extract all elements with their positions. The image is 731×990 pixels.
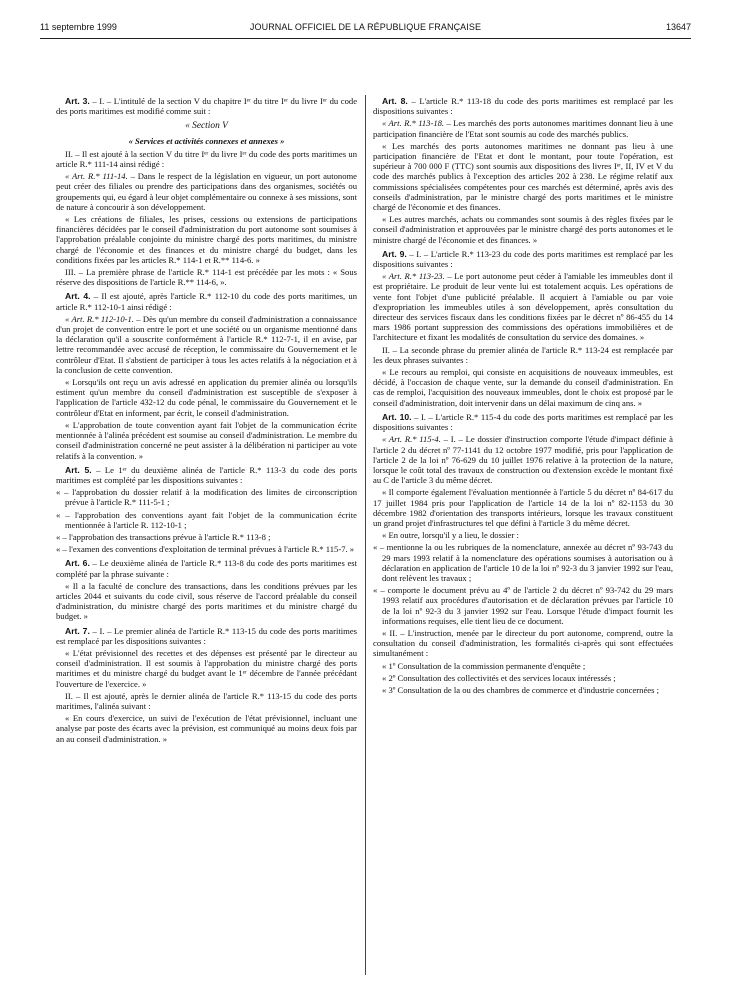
article-body-paragraph [56, 171, 357, 212]
body-paragraph: « Les créations de filiales, les prises, cessions ou extensions de participations financières décidées par le conseil d'administration du port autonome sont soumises à l'approbation préalable conjointe du ministre chargé des ports maritimes, du ministre chargé de l'économie et des finances et du ministre chargé du budget, dans les conditions fixées par les articles R.* 114-1 et R.** 114-6. » [56, 214, 357, 265]
body-paragraph: « L'approbation de toute convention ayant fait l'objet de la communication écrite mentionnée à l'alinéa précédent est soumise au conseil d'administration. Le membre du conseil d'administration concerné ne peut assister à la délibération ni participer au vote relatifs à la convention. » [56, 419, 357, 461]
body-paragraph: « Les marchés des ports autonomes maritimes ne donnant pas lieu à une participation financière de l'Etat et dont le montant, pour toute l'opération, est supérieur à 700 000 F (TTC) sont soumis aux dispositions des livres Iᵉʳ, II, IV et V du code des marchés publics à l'exception des articles 202 à 238. Le régime relatif aux commissions spécialisées compétentes pour ces marchés est déterminé, après avis des conseils d'administration, par le ministre chargé des ports maritimes et le ministre chargé de l'économie et des finances. [373, 140, 673, 213]
article-number: Art. 9. [382, 248, 407, 259]
body-paragraph: II. – Il est ajouté, après le dernier alinéa de l'article R.* 113-15 du code des ports maritimes, l'alinéa suivant : [56, 690, 357, 711]
article-reference: « Art. R.* 113-18. [382, 118, 445, 129]
list-item: « – l'examen des conventions d'exploitation de terminal prévues à l'article R.* 115-7. » [56, 544, 355, 555]
article-text: – I. – L'article R.* 113-23 du code des ports maritimes est remplacé par les dispositions suivantes : [373, 248, 673, 270]
article-number: Art. 6. [65, 558, 90, 569]
article-text: – Le 1ᵉʳ du deuxième alinéa de l'article R.* 113-3 du code des ports maritimes est complété par les dispositions suivantes : [56, 464, 357, 485]
body-paragraph: II. – La seconde phrase du premier alinéa de l'article R.* 113-24 est remplacée par les deux phrases suivantes : [373, 344, 673, 365]
column-divider [365, 95, 366, 975]
body-paragraph: « En cours d'exercice, un suivi de l'exécution de l'état prévisionnel, incluant une analyse par poste des écarts avec la prévision, est communiqué au moins deux fois par an au conseil d'administration. » [56, 713, 357, 744]
paragraph-text: – Dans le respect de la législation en vigueur, un port autonome peut créer des filiales ou prendre des participations dans des organismes, sociétés ou groupements qui, eu égard à leur objet complémentaire ou connexe à ses missions, sont de nature à concourir à son développement. [56, 171, 357, 212]
body-paragraph: « L'état prévisionnel des recettes et des dépenses est présenté par le directeur au conseil d'administration. Il est soumis à l'approbation du ministre chargé des ports maritimes et du ministre chargé du budget avant le 1ᵉʳ décembre de l'année précédant l'ouverture de l'exercice. » [56, 647, 357, 689]
article-body-paragraph [373, 271, 673, 342]
article-paragraph [373, 96, 673, 116]
article-reference: « Art. R.* 112-10-1. [65, 313, 134, 324]
list-item: « – l'approbation des conventions ayant fait l'objet de la communication écrite mentionnée à l'article R. 112-10-1 ; [56, 509, 357, 530]
section-heading [56, 136, 357, 146]
section-heading [56, 120, 357, 131]
article-text: – Le deuxième alinéa de l'article R.* 113-8 du code des ports maritimes est complété par la phrase suivante : [56, 558, 357, 579]
article-paragraph [56, 558, 357, 578]
article-paragraph [373, 412, 673, 432]
paragraph-text: – I. – Le dossier d'instruction comporte l'étude d'impact définie à l'article 2 du décret nº 77-1141 du 12 octobre 1977 modifié, pris pour l'application de l'article 2 de la loi nº 76-629 du 10 juillet 1976 relative à la protection de la nature, lorsque le coût total des travaux de construction ou d'extension excède le montant fixé au C de l'article 3 du même décret. [373, 434, 673, 486]
right-column [373, 92, 673, 697]
left-column [56, 92, 357, 746]
article-text: – Il est ajouté, après l'article R.* 112-10 du code des ports maritimes, un article R.* 112-10-1 ainsi rédigé : [56, 291, 358, 312]
body-paragraph: « Le recours au remploi, qui consiste en acquisitions de nouveaux immeubles, est décidé, à l'occasion de chaque vente, sur la demande du conseil d'administration. En cas de remploi, l'acquisition des nouveaux immeubles, dont le choix est proposé par le conseil d'administration, doit intervenir dans un délai maximum de cinq ans. » [373, 367, 673, 408]
article-paragraph [56, 465, 357, 485]
paragraph-text: – Le port autonome peut céder à l'amiable les immeubles dont il est propriétaire. Le produit de leur vente lui est totalement acquis. Les opérations de vente font l'objet d'une publicité préalable. Il acquiert à l'amiable ou par voie d'expropriation les immeubles utiles à son développement, après consultation du directeur des services fiscaux dans les conditions fixées par le décret nº 86-455 du 14 mars 1986 portant suppression des commissions des opérations immobilières et de l'architecture et fixant les modalités de consultation du service des domaines. » [373, 271, 673, 343]
article-number: Art. 5. [65, 464, 92, 475]
article-number: Art. 7. [65, 625, 90, 636]
article-body-paragraph [56, 314, 357, 375]
article-text: – I. – Le premier alinéa de l'article R.* 113-15 du code des ports maritimes est remplacé par les dispositions suivantes : [56, 625, 357, 646]
body-paragraph: « Il comporte également l'évaluation mentionnée à l'article 5 du décret nº 84-617 du 17 juillet 1984 pris pour l'application de l'article 14 de la loi nº 82-1153 du 30 décembre 1982 d'orientation des transports intérieurs, lorsque les travaux constituent un grand projet d'infrastructures tel que défini à l'article 3 du même décret. [373, 487, 673, 528]
article-number: Art. 10. [382, 411, 412, 422]
article-paragraph [56, 291, 357, 311]
section-title: « Section V [185, 121, 228, 132]
article-text: – I. – L'article R.* 115-4 du code des ports maritimes est remplacé par les dispositions suivantes : [373, 411, 673, 433]
body-paragraph: « 3º Consultation de la ou des chambres de commerce et d'industrie concernées ; [382, 684, 659, 695]
body-paragraph: III. – La première phrase de l'article R.* 114-1 est précédée par les mots : « Sous réserve des dispositions de l'article R.** 114-6, ». [56, 267, 357, 288]
section-subtitle: « Services et activités connexes et annexes » [128, 135, 285, 146]
header-date: 11 septembre 1999 [40, 22, 117, 32]
article-reference: « Art. R.* 111-14. [65, 171, 128, 182]
body-paragraph: « II. – L'instruction, menée par le directeur du port autonome, comprend, outre la consultation du conseil d'administration, les formalités ci-après qui sont effectuées simultanément : [373, 627, 673, 659]
article-number: Art. 8. [382, 96, 408, 106]
body-paragraph: « 2º Consultation des collectivités et des services locaux intéressés ; [382, 672, 616, 683]
body-paragraph: « En outre, lorsqu'il y a lieu, le dossier : [382, 530, 519, 541]
article-number: Art. 3. [65, 96, 90, 106]
article-reference: « Art. R.* 115-4. [382, 434, 441, 445]
article-reference: « Art. R.* 113-23. [382, 271, 445, 282]
list-item: « – comporte le document prévu au 4º de l'article 2 du décret nº 93-742 du 29 mars 1993 relatif aux procédures d'autorisation et de déclaration prévues par l'article 10 de la loi nº 92-3 du 3 janvier 1992 sur l'eau. Lorsque l'étude d'impact fournit les informations requises, elle tient lieu de ce document. [373, 585, 673, 626]
body-paragraph: « Lorsqu'ils ont reçu un avis adressé en application du premier alinéa ou lorsqu'ils estiment qu'un membre du conseil d'administration est susceptible de s'exposer à l'application de l'article 432-12 du code pénal, le commissaire du Gouvernement et le contrôleur d'Etat en informent, par écrit, le conseil d'administration. [56, 377, 357, 418]
list-item: « – l'approbation du dossier relatif à la modification des limites de circonscription prévue à l'article R.* 111-5-1 ; [56, 487, 357, 508]
body-paragraph: « Les autres marchés, achats ou commandes sont soumis à des règles fixées par le conseil d'administration et approuvées par le ministre chargé des ports autonomes et le ministre chargé de l'économie et des finances. » [373, 214, 673, 245]
header-rule [40, 38, 691, 39]
body-paragraph: « Il a la faculté de conclure des transactions, dans les conditions prévues par les articles 2044 et suivants du code civil, sous réserve de l'accord préalable du conseil d'administration, du ministre chargé des ports maritimes et du ministre chargé du budget. » [56, 580, 357, 622]
body-paragraph: II. – Il est ajouté à la section V du titre Iᵉʳ du livre Iᵉʳ du code des ports maritimes un article R.* 111-14 ainsi rédigé : [56, 148, 357, 170]
article-body-paragraph [373, 118, 673, 138]
article-body-paragraph [373, 434, 673, 485]
body-paragraph: « 1º Consultation de la commission permanente d'enquête ; [382, 660, 586, 671]
list-item: « – l'approbation des transactions prévue à l'article R.* 113-8 ; [56, 531, 271, 542]
paragraph-text: – Les marchés des ports autonomes maritimes donnant lieu à une participation financière de l'Etat sont soumis au code des marchés publics. [373, 118, 673, 139]
journal-title: JOURNAL OFFICIEL DE LA RÉPUBLIQUE FRANÇAISE [249, 22, 482, 32]
article-text: – L'article R.* 113-18 du code des ports maritimes est remplacé par les dispositions suivantes : [373, 96, 673, 117]
article-paragraph [56, 96, 357, 116]
page-header [40, 22, 691, 36]
article-number: Art. 4. [65, 291, 91, 302]
article-text: – I. – L'intitulé de la section V du chapitre Iᵉʳ du titre Iᵉʳ du livre Iᵉʳ du code des ports maritimes est modifié comme suit : [56, 96, 358, 117]
article-paragraph [56, 626, 357, 646]
paragraph-text: – Dès qu'un membre du conseil d'administration a connaissance d'un projet de convention entre le port et une société ou un organisme mentionné dans la déclaration qu'il a souscrite conformément à l'article R.* 112-7-1, il en avise, par lettre recommandée avec accusé de réception, le commissaire du Gouvernement et le contrôleur d'Etat. Il s'abstient de participer à tous les actes relatifs à la négociation et à la conclusion de cette convention. [56, 313, 357, 375]
list-item: « – mentionne la ou les rubriques de la nomenclature, annexée au décret nº 93-743 du 29 mars 1993 relatif à la nomenclature des opérations soumises à autorisation ou à déclaration en application de l'article 10 de la loi nº 92-3 du 3 janvier 1992 sur l'eau, dont relèvent les travaux ; [373, 542, 673, 583]
page-number: 13647 [665, 22, 691, 32]
article-paragraph [373, 249, 673, 269]
